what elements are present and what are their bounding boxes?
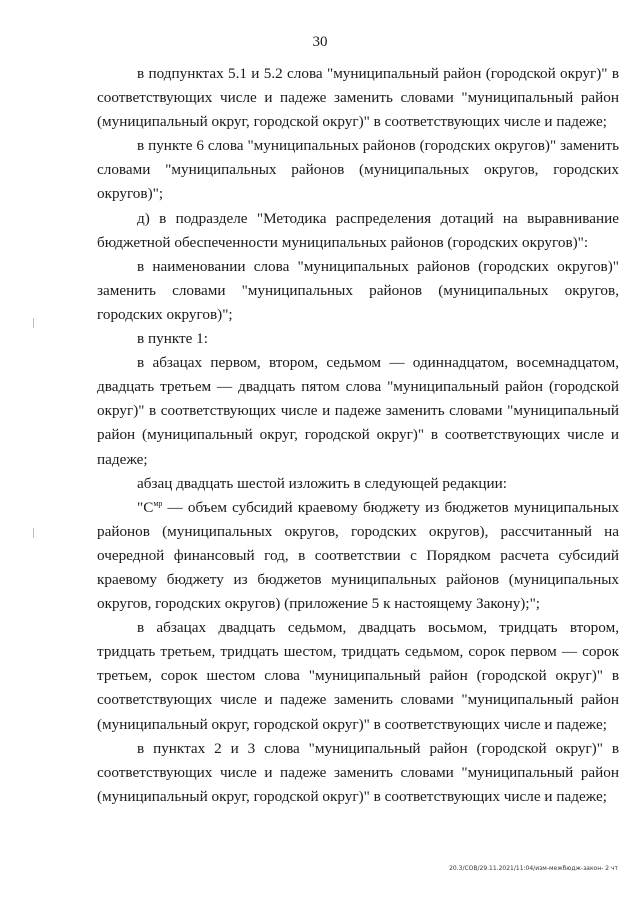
formula-definition: — объем субсидий краевому бюджету из бюджетов муниципальных районов (муниципальных округов, городских округов), рассчитанный на очередной финансовый год, в соответствии с Порядком расчета субсидий краевому бюджету из бюджетов муниципальных районов (муниципальных округов, городских округов) (приложение 5 к настоящему Закону);";	[97, 498, 619, 613]
paragraph: в пункте 1:	[137, 330, 208, 348]
paragraph: в пункте 6 слова "муниципальных районов (городских округов)" заменить словами "муниципальных районов (муниципальных округов, городских округов)";	[97, 137, 619, 203]
paragraph: в пунктах 2 и 3 слова "муниципальный район (городской округ)" в соответствующих числе и падеже заменить словами "муниципальный район (муниципальный округ, городской округ)" в соответствующих числе и падеже;	[97, 739, 619, 805]
formula-superscript: мр	[153, 498, 163, 508]
paragraph: д) в подразделе "Методика распределения дотаций на выравнивание бюджетной обеспеченности муниципальных районов (городских округов)":	[97, 209, 619, 251]
paragraph: в абзацах двадцать седьмом, двадцать восьмом, тридцать втором, тридцать третьем, тридцать шестом, тридцать седьмом, сорок первом — сорок третьем, сорок шестом слова "муниципальный район (городской округ)" в соответствующих числе и падеже заменить словами "муниципальный район (муниципальный округ, городской округ)" в соответствующих числе и падеже;	[97, 619, 619, 733]
formula-paragraph	[97, 496, 619, 616]
paragraph: в абзацах первом, втором, седьмом — одиннадцатом, восемнадцатом, двадцать третьем — двадцать пятом слова "муниципальный район (городской округ)" в соответствующих числе и падеже заменить словами "муниципальный район (муниципальный округ, городской округ)" в соответствующих числе и падеже;	[97, 354, 619, 468]
page-number: 30	[312, 34, 328, 50]
document-body	[97, 62, 619, 809]
scan-margin-mark	[33, 528, 34, 538]
footer-document-code: 20.3/СОВ/29.11.2021/11:04/изм-межбюдж-закон- 2 чт	[449, 865, 618, 872]
paragraph: абзац двадцать шестой изложить в следующей редакции:	[137, 474, 507, 492]
paragraph: в подпунктах 5.1 и 5.2 слова "муниципальный район (городской округ)" в соответствующих числе и падеже заменить словами "муниципальный район (муниципальный округ, городской округ)" в соответствующих числе и падеже;	[97, 65, 619, 131]
paragraph: в наименовании слова "муниципальных районов (городских округов)" заменить словами "муниципальных районов (муниципальных округов, городских округов)";	[97, 257, 619, 323]
formula-symbol: "С	[137, 498, 154, 516]
scan-margin-mark	[33, 318, 34, 328]
